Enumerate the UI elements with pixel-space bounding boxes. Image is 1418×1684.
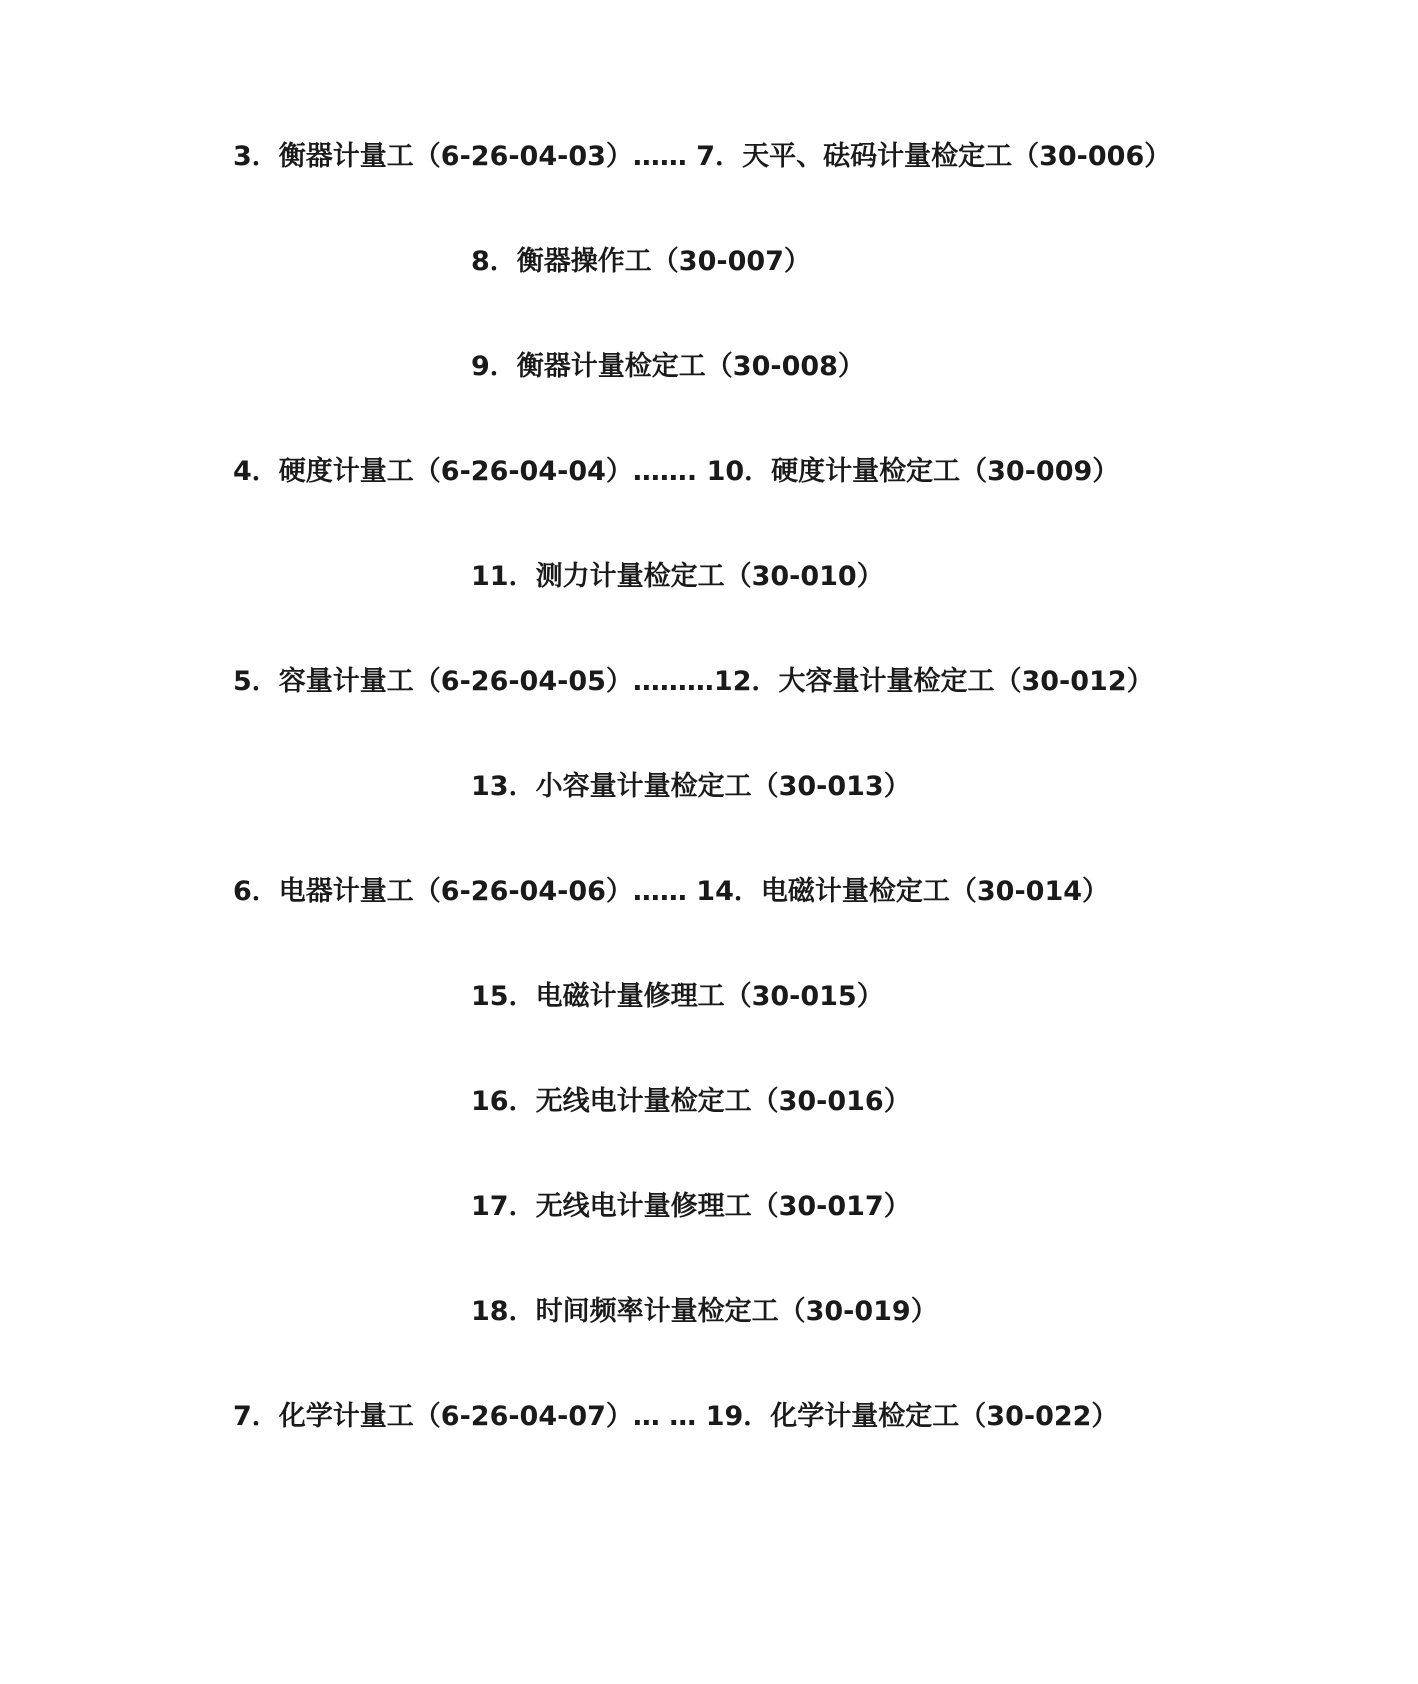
text-line-volume-group: 5．容量计量工（6-26-04-05）………12．大容量计量检定工（30-012） [233, 666, 1154, 697]
text-line-radio-repairer: 17．无线电计量修理工（30-017） [471, 1191, 911, 1222]
text-line-force-verifier: 11．测力计量检定工（30-010） [471, 561, 884, 592]
text-line-weighing-operator: 8．衡器操作工（30-007） [471, 246, 811, 277]
text-line-electrical-group: 6．电器计量工（6-26-04-06）…… 14．电磁计量检定工（30-014） [233, 876, 1110, 907]
text-line-weighing-verifier: 9．衡器计量检定工（30-008） [471, 351, 865, 382]
text-line-electromagnetic-repairer: 15．电磁计量修理工（30-015） [471, 981, 884, 1012]
text-line-chemical-group: 7．化学计量工（6-26-04-07）… … 19．化学计量检定工（30-022） [233, 1401, 1119, 1432]
text-line-weighing-group: 3．衡器计量工（6-26-04-03）…… 7．天平、砝码计量检定工（30-006） [233, 141, 1172, 172]
text-line-time-frequency-verifier: 18．时间频率计量检定工（30-019） [471, 1296, 938, 1327]
text-line-radio-verifier: 16．无线电计量检定工（30-016） [471, 1086, 911, 1117]
text-line-small-volume-verifier: 13．小容量计量检定工（30-013） [471, 771, 911, 802]
text-line-hardness-group: 4．硬度计量工（6-26-04-04）……. 10．硬度计量检定工（30-009） [233, 456, 1120, 487]
